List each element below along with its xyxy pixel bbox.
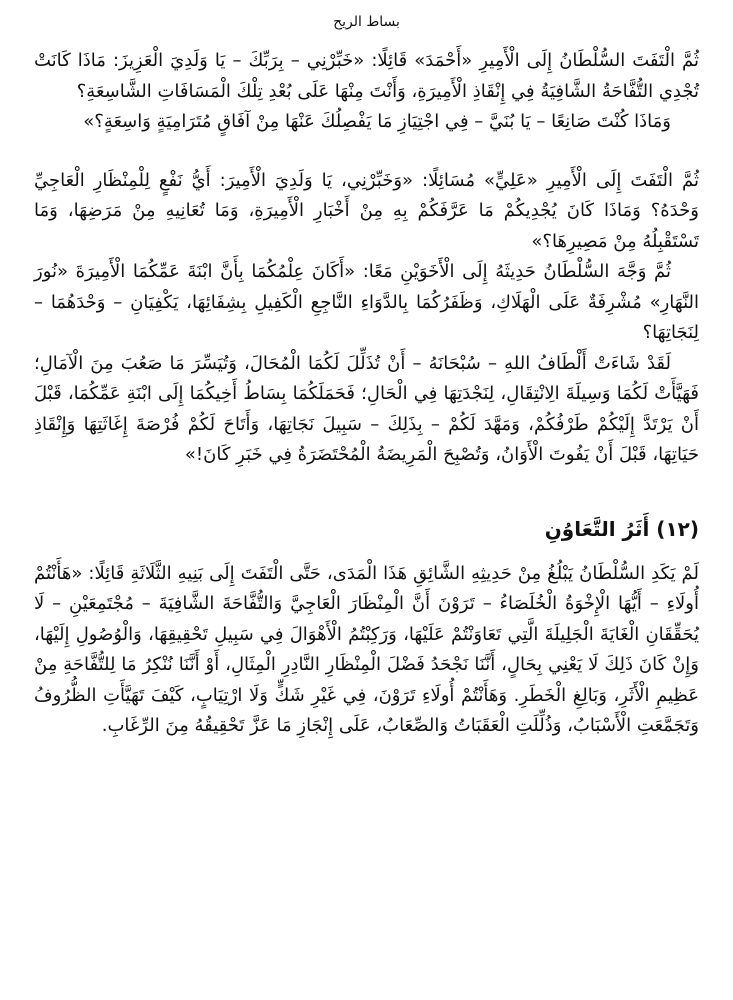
paragraph-ali-question: ثُمَّ الْتَفَتَ إِلَى الْأَمِيرِ «عَلِيٍّ» مُسَائِلًا: «وَخَبِّرْنِي، يَا وَلَدِيَ الْأَمِيرَ: أَيُّ نَفْعٍ لِلْمِنْظَارِ الْعَاجِيِّ وَحْدَهُ؟ وَمَاذَا كَانَ يُجْدِيكُمْ مَا عَرَّفَكُمْ بِهِ مِنْ أَخْبَارِ الْأَمِيرَةِ، وَمَا تُعَانِيهِ مِنْ مَرَضِهَا، وَمَا تَسْتَقْبِلُهُ مِنْ مَصِيرِهَا؟» <box>34 169 699 252</box>
paragraph-ahmad-followup: وَمَاذَا كُنْتَ صَانِعًا – يَا بُنَيَّ – فِي اجْتِيَازِ مَا يَفْصِلُكَ عَنْهَا مِنْ آفَاقٍ مُتَرَامِيَةٍ وَاسِعَةٍ؟» <box>83 111 671 132</box>
paragraph-brothers-question: ثُمَّ وَجَّهَ السُّلْطَانُ حَدِيثَهُ إِلَى الْأَخَوَيْنِ مَعًا: «أَكَانَ عِلْمُكُمَا بِأَنَّ ابْنَةَ عَمِّكُمَا الْأَمِيرَةَ «نُورَ النَّهَارِ» مُشْرِفَةٌ عَلَى الْهَلَاكِ، وَظَفَرُكُمَا بِالدَّوَاءِ النَّاجِعِ الْكَفِيلِ بِشِفَائِهَا، يَكْفِيَانِ – وَحْدَهُمَا – لِنَجَاتِهَا؟ <box>34 261 699 343</box>
paragraph-divine-grace: لَقَدْ شَاءَتْ أَلْطَافُ اللهِ – سُبْحَانَهُ – أَنْ تُذَلِّلَ لَكُمَا الْمُحَالَ، وَتُيَسِّرَ مَا صَعُبَ مِنَ الْآمَالِ؛ فَهَيَّأَتْ لَكُمَا وَسِيلَةَ الِانْتِقَالِ، لِنَجْدَتِهَا فِي الْحَالِ؛ فَحَمَلَكُمَا بِسَاطُ أَخِيكُمَا إِلَى ابْنَةِ عَمِّكُمَا، قَبْلَ أَنْ يَرْتَدَّ إِلَيْكُمْ طَرْفُكُمْ، وَمَهَّدَ لَكُمْ – بِذَلِكَ – سَبِيلَ نَجَاتِهَا، وَأَتَاحَ لَكُمْ فُرْصَةَ إِغَاثَتِهَا وَإِنْقَاذِ حَيَاتِهَا، قَبْلَ أَنْ يَفُوتَ الْأَوَانُ، وَتُصْبِحَ الْمَرِيضَةُ الْمُحْتَضَرَةُ فِي خَبَرِ كَانَ!» <box>34 352 699 465</box>
running-head: بساط الريح <box>333 14 400 30</box>
page-body <box>34 46 699 742</box>
paragraph-cooperation: لَمْ يَكَدِ السُّلْطَانُ يَبْلُغُ مِنْ حَدِيثِهِ الشَّائِقِ هَذَا الْمَدَى، حَتَّى الْتَفَتَ إِلَى بَنِيهِ الثَّلَاثَةِ قَائِلًا: «هَأَنْتُمْ أُولَاءِ – أَيُّهَا الْإِخْوَةُ الْخُلَصَاءُ – تَرَوْنَ أَنَّ الْمِنْظَارَ الْعَاجِيَّ وَالتُّفَّاحَةَ الشَّافِيَةَ – مُجْتَمِعَيْنِ – لَا يُحَقِّقَانِ الْغَايَةَ الْجَلِيلَةَ الَّتِي تَعَاوَنْتُمْ عَلَيْهَا، وَرَكِبْتُمُ الْأَهْوَالَ فِي سَبِيلِ تَحْقِيقِهَا، وَالْوُصُولِ إِلَيْهَا، وَإِنْ كَانَ ذَلِكَ لَا يَعْنِي بِحَالٍ، أَنَّنَا نَجْحَدُ فَضْلَ الْمِنْظَارِ النَّادِرِ الْمِثَالِ، أَوْ أَنَّنَا نُنْكِرُ مَا لِلتُّفَّاحَةِ مِنْ عَظِيمِ الْأَثَرِ، وَبَالِغِ الْخَطَرِ. وَهَأَنْتُمْ أُولَاءِ تَرَوْنَ، فِي غَيْرِ شَكٍّ وَلَا ارْتِيَابٍ، كَيْفَ تَهَيَّأَتِ الظُّرُوفُ وَتَجَمَّعَتِ الْأَسْبَابُ، وَذُلِّلَتِ الْعَقَبَاتُ وَالصِّعَابُ، عَلَى إِنْجَازِ مَا عَزَّ تَحْقِيقُهُ مِنَ الرِّغَابِ. <box>34 562 699 736</box>
section-heading: (١٢) أَثَرُ التَّعَاوُنِ <box>544 516 699 541</box>
paragraph-ahmad-question: ثُمَّ الْتَفَتَ السُّلْطَانُ إِلَى الْأَمِيرِ «أَحْمَدَ» قَائِلًا: «خَبِّرْنِي – بِرَبِّكَ – يَا وَلَدِيَ الْعَزِيزَ: مَاذَا كَانَتْ تُجْدِي التُّفَّاحَةُ الشَّافِيَةُ فِي إِنْقَاذِ الْأَمِيرَةِ، وَأَنْتَ مِنْهَا عَلَى بُعْدِ تِلْكَ الْمَسَافَاتِ الشَّاسِعَةِ؟ <box>34 50 699 102</box>
